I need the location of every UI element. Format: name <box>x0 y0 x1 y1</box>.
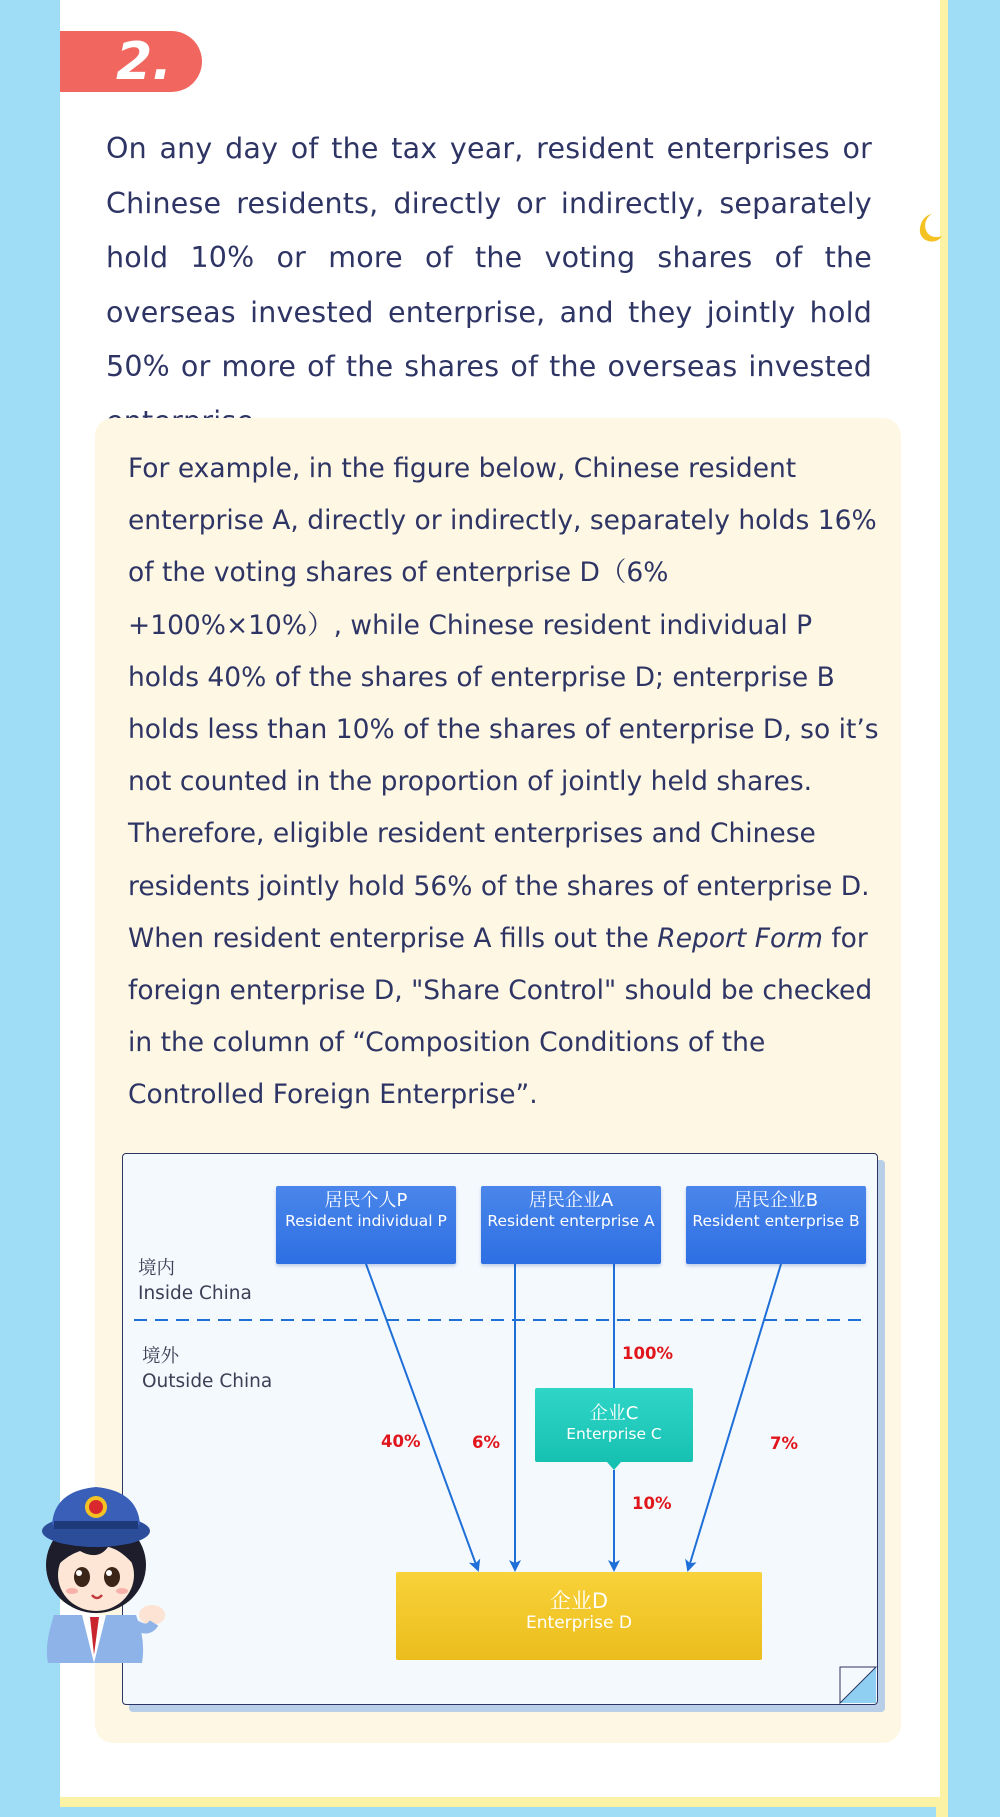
tax-officer-mascot-icon <box>24 1465 174 1665</box>
example-text-part1: For example, in the figure below, Chinese resident enterprise A, directly or indirectly, separately holds 16% of the voting shares of enterprise D（6% +100%×10%）, while Chinese resident individual P holds 40% of the shares of enterprise D; enterprise B holds less than 10% of the shares of enterprise D, so it’s not counted in the proportion of jointly held shares. Therefore, eligible resident enterprises and Chinese residents jointly hold 56% of the shares of enterprise D. When resident enterprise A fills out the <box>128 453 879 954</box>
node-resident-enterprise-b <box>686 1186 866 1264</box>
node-d-zh: 企业D <box>549 1589 609 1613</box>
region-inside-china <box>138 1256 252 1306</box>
label-a-to-c: 100% <box>622 1344 673 1363</box>
node-enterprise-c <box>535 1388 693 1462</box>
node-p-en: Resident individual P <box>285 1212 447 1230</box>
node-d-en: Enterprise D <box>526 1613 632 1633</box>
label-a-to-d: 6% <box>472 1433 501 1452</box>
region-outside-zh: 境外 <box>142 1346 180 1367</box>
arrow-p-to-d <box>366 1264 478 1570</box>
example-paragraph <box>128 443 886 1122</box>
node-b-zh: 居民企业B <box>733 1190 819 1211</box>
region-outside-china <box>142 1344 272 1394</box>
node-resident-enterprise-a <box>481 1186 661 1264</box>
crescent-moon-icon <box>918 212 946 246</box>
node-c-zh: 企业C <box>589 1403 639 1424</box>
report-form-title: Report Form <box>657 922 823 954</box>
intro-paragraph: On any day of the tax year, resident enterprises or Chinese residents, directly or indirectly, separately hold 10% or more of the voting shares of the overseas invested enterprise, and they jointly hold 50% or more of the shares of the overseas invested <box>106 132 872 383</box>
example-text-part2: for foreign enterprise D, "Share Control" should be checked in the column of “Composition Conditions of the Controlled Foreign Enterprise”. <box>128 922 873 1111</box>
node-c-en: Enterprise C <box>566 1425 662 1443</box>
label-c-to-d: 10% <box>632 1494 672 1513</box>
step-number-badge <box>60 31 202 92</box>
region-inside-en: Inside China <box>138 1283 252 1304</box>
arrow-b-to-d <box>688 1264 781 1570</box>
node-enterprise-d <box>396 1572 762 1660</box>
region-inside-zh: 境内 <box>138 1258 176 1279</box>
node-a-en: Resident enterprise A <box>487 1212 655 1230</box>
step-number: 2. <box>116 32 172 92</box>
label-p-to-d: 40% <box>381 1432 421 1451</box>
node-a-zh: 居民企业A <box>528 1190 614 1211</box>
label-b-to-d: 7% <box>770 1434 799 1453</box>
node-resident-individual-p <box>276 1186 456 1264</box>
bottom-border-strip <box>60 1797 948 1807</box>
node-b-en: Resident enterprise B <box>692 1212 860 1230</box>
region-outside-en: Outside China <box>142 1371 273 1392</box>
node-p-zh: 居民个人P <box>324 1190 408 1211</box>
enterprise-c-pointer <box>607 1462 621 1470</box>
